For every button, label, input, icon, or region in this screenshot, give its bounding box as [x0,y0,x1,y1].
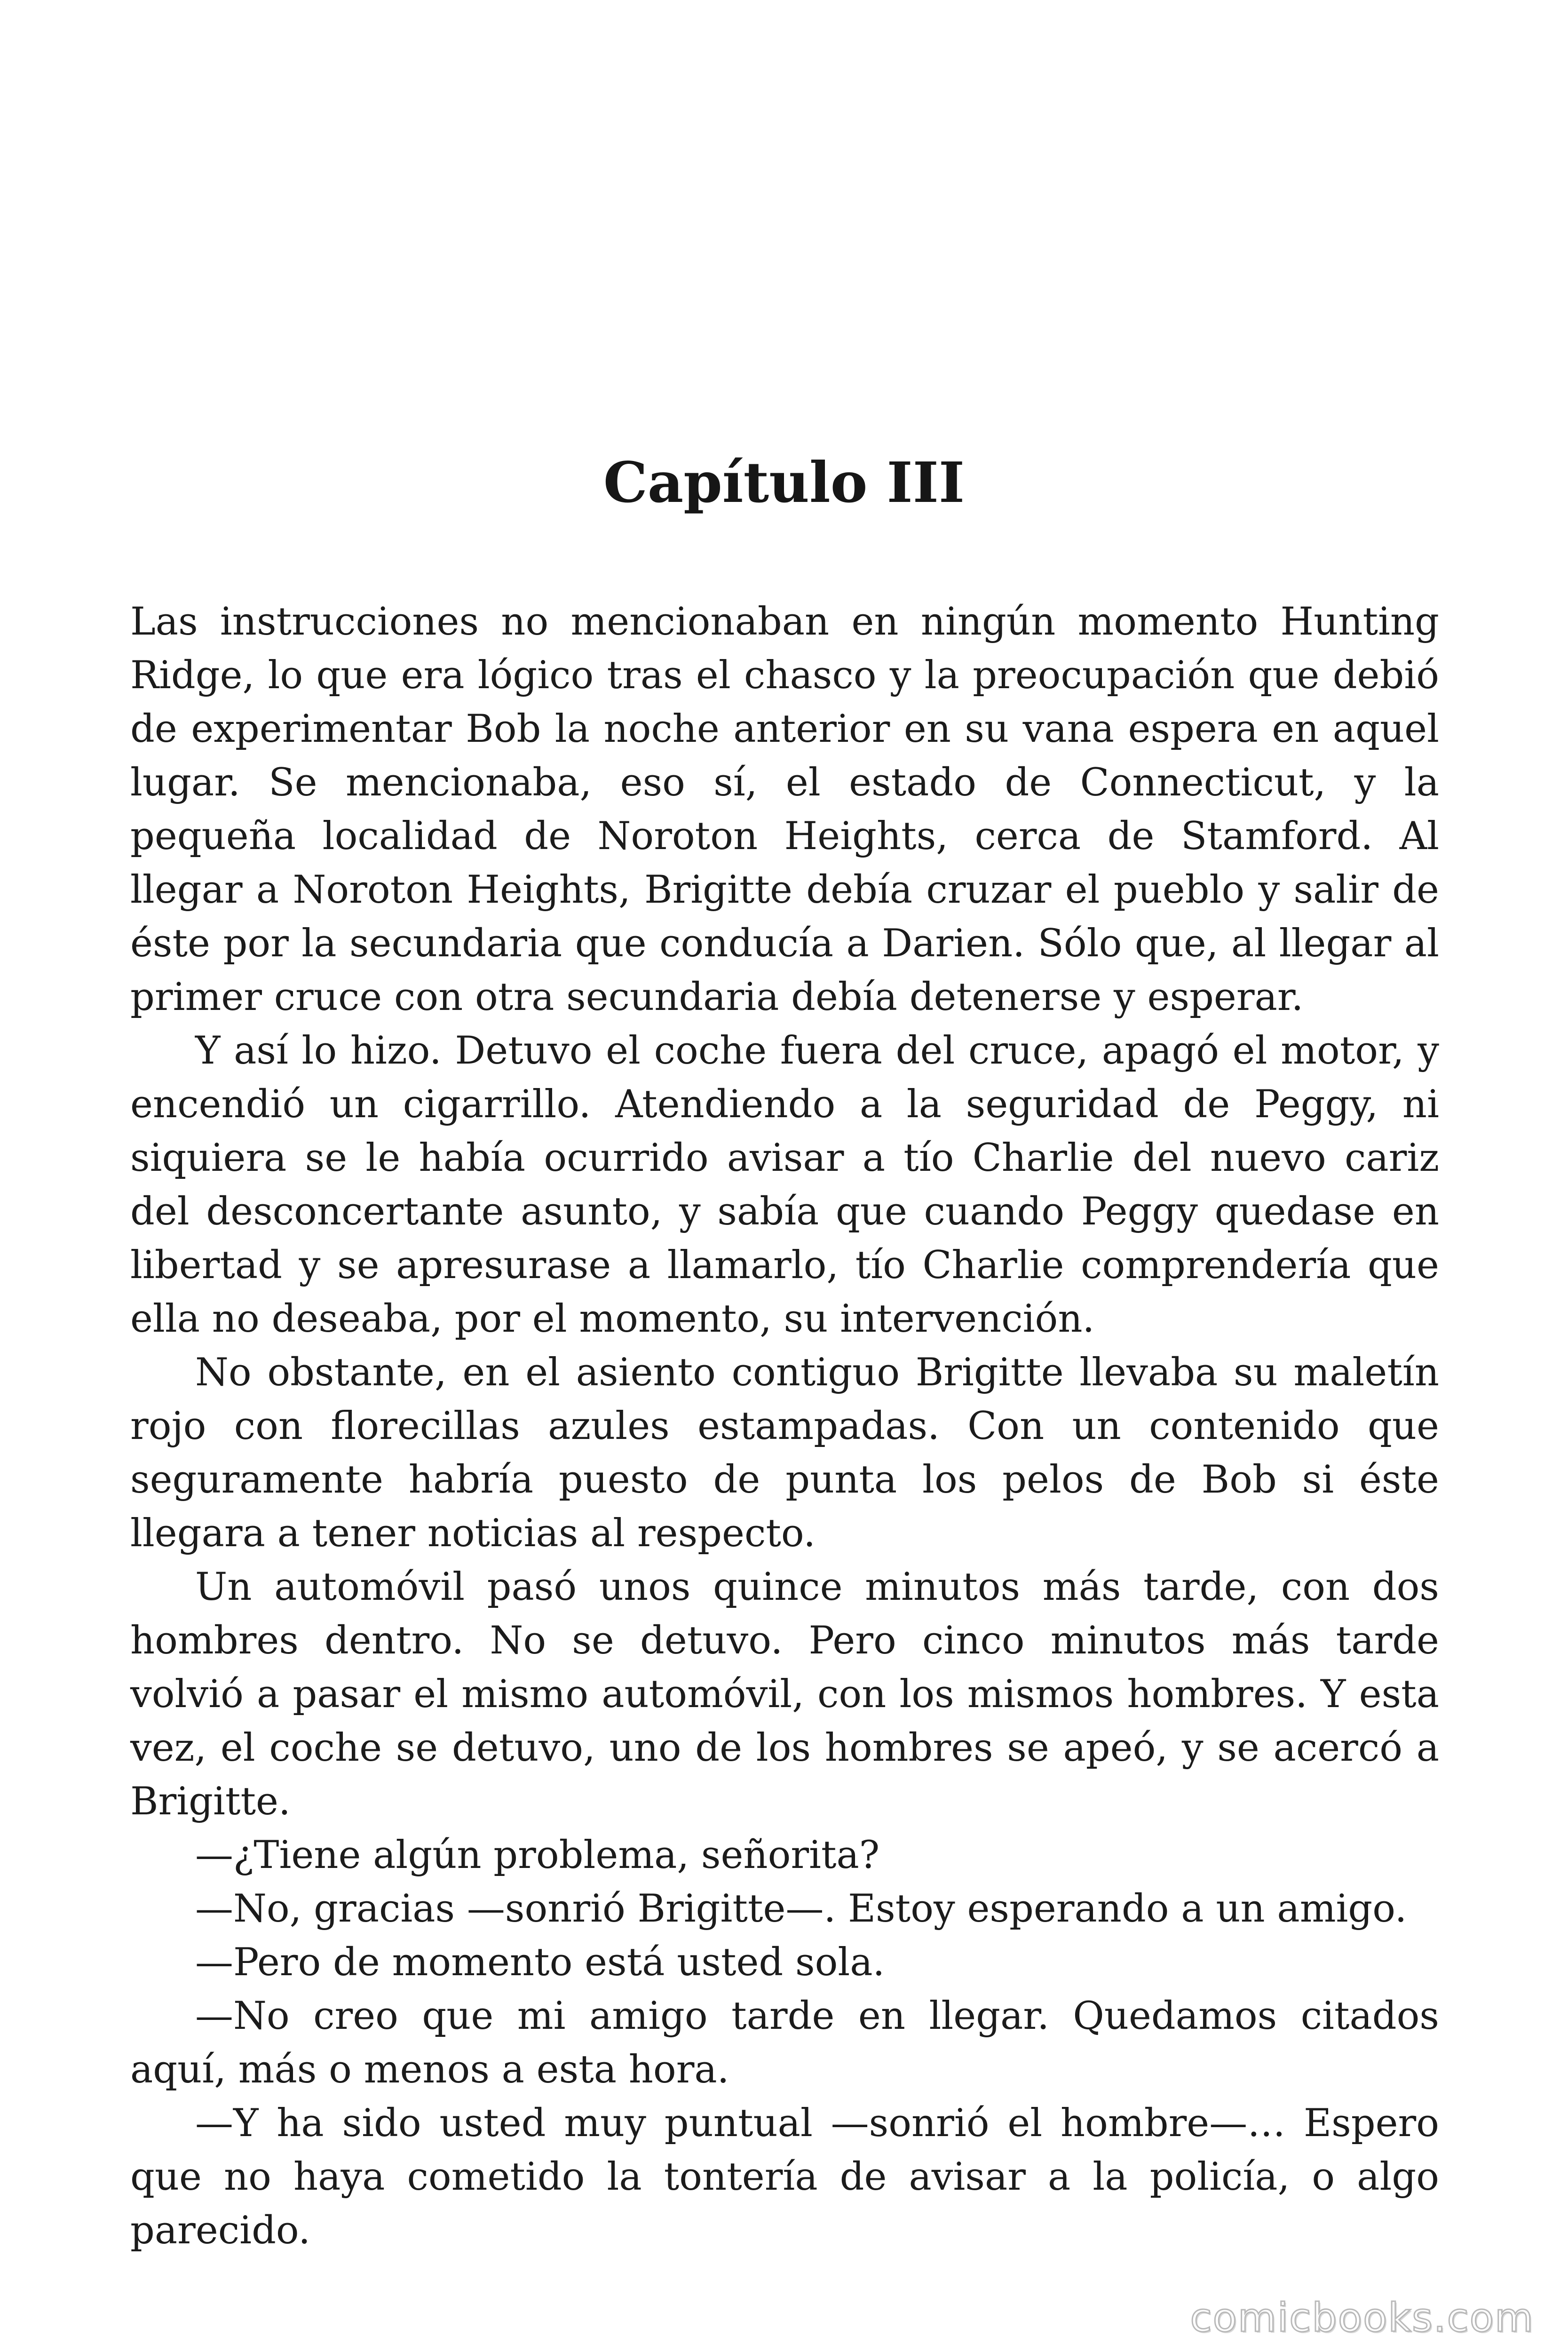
paragraph: Las instrucciones no mencionaban en ningún momento Hunting Ridge, lo que era lógico tras el chasco y la preocupación que debió de experimentar Bob la noche anterior en su vana espera en aquel lugar. Se mencionaba, eso sí, el estado de Connecticut, y la pequeña localidad de Noroton Heights, cerca de Stamford. Al llegar a Noroton Heights, Brigitte debía cruzar el pueblo y salir de éste por la secundaria que conducía a Darien. Sólo que, al llegar al primer cruce con otra secundaria debía detenerse y esperar. [130,600,1439,1019]
watermark: comicbooks.com [1190,2295,1534,2341]
chapter-body [130,595,1439,2257]
dialogue-line: —No creo que mi amigo tarde en llegar. Quedamos citados aquí, más o menos a esta hora. [130,1994,1439,2092]
chapter-title: Capítulo III [603,450,965,515]
paragraph: Y así lo hizo. Detuvo el coche fuera del cruce, apagó el motor, y encendió un cigarrillo. Atendiendo a la seguridad de Peggy, ni siquiera se le había ocurrido avisar a tío Charlie del nuevo cariz del desconcertante asunto, y sabía que cuando Peggy quedase en libertad y se apresurase a llamarlo, tío Charlie comprendería que ella no deseaba, por el momento, su intervención. [130,1029,1439,1341]
paragraph: Un automóvil pasó unos quince minutos más tarde, con dos hombres dentro. No se detuvo. Pero cinco minutos más tarde volvió a pasar el mismo automóvil, con los mismos hombres. Y esta vez, el coche se detuvo, uno de los hombres se apeó, y se acercó a Brigitte. [130,1565,1439,1824]
dialogue-line: —No, gracias —sonrió Brigitte—. Estoy esperando a un amigo. [195,1887,1407,1931]
dialogue-line: —¿Tiene algún problema, señorita? [195,1833,880,1877]
dialogue-line: —Y ha sido usted muy puntual —sonrió el hombre—… Espero que no haya cometido la tontería de avisar a la policía, o algo parecido. [130,2101,1439,2253]
dialogue-line: —Pero de momento está usted sola. [195,1940,885,1985]
paragraph: No obstante, en el asiento contiguo Brigitte llevaba su maletín rojo con florecillas azules estampadas. Con un contenido que seguramente habría puesto de punta los pelos de Bob si éste llegara a tener noticias al respecto. [130,1351,1439,1556]
